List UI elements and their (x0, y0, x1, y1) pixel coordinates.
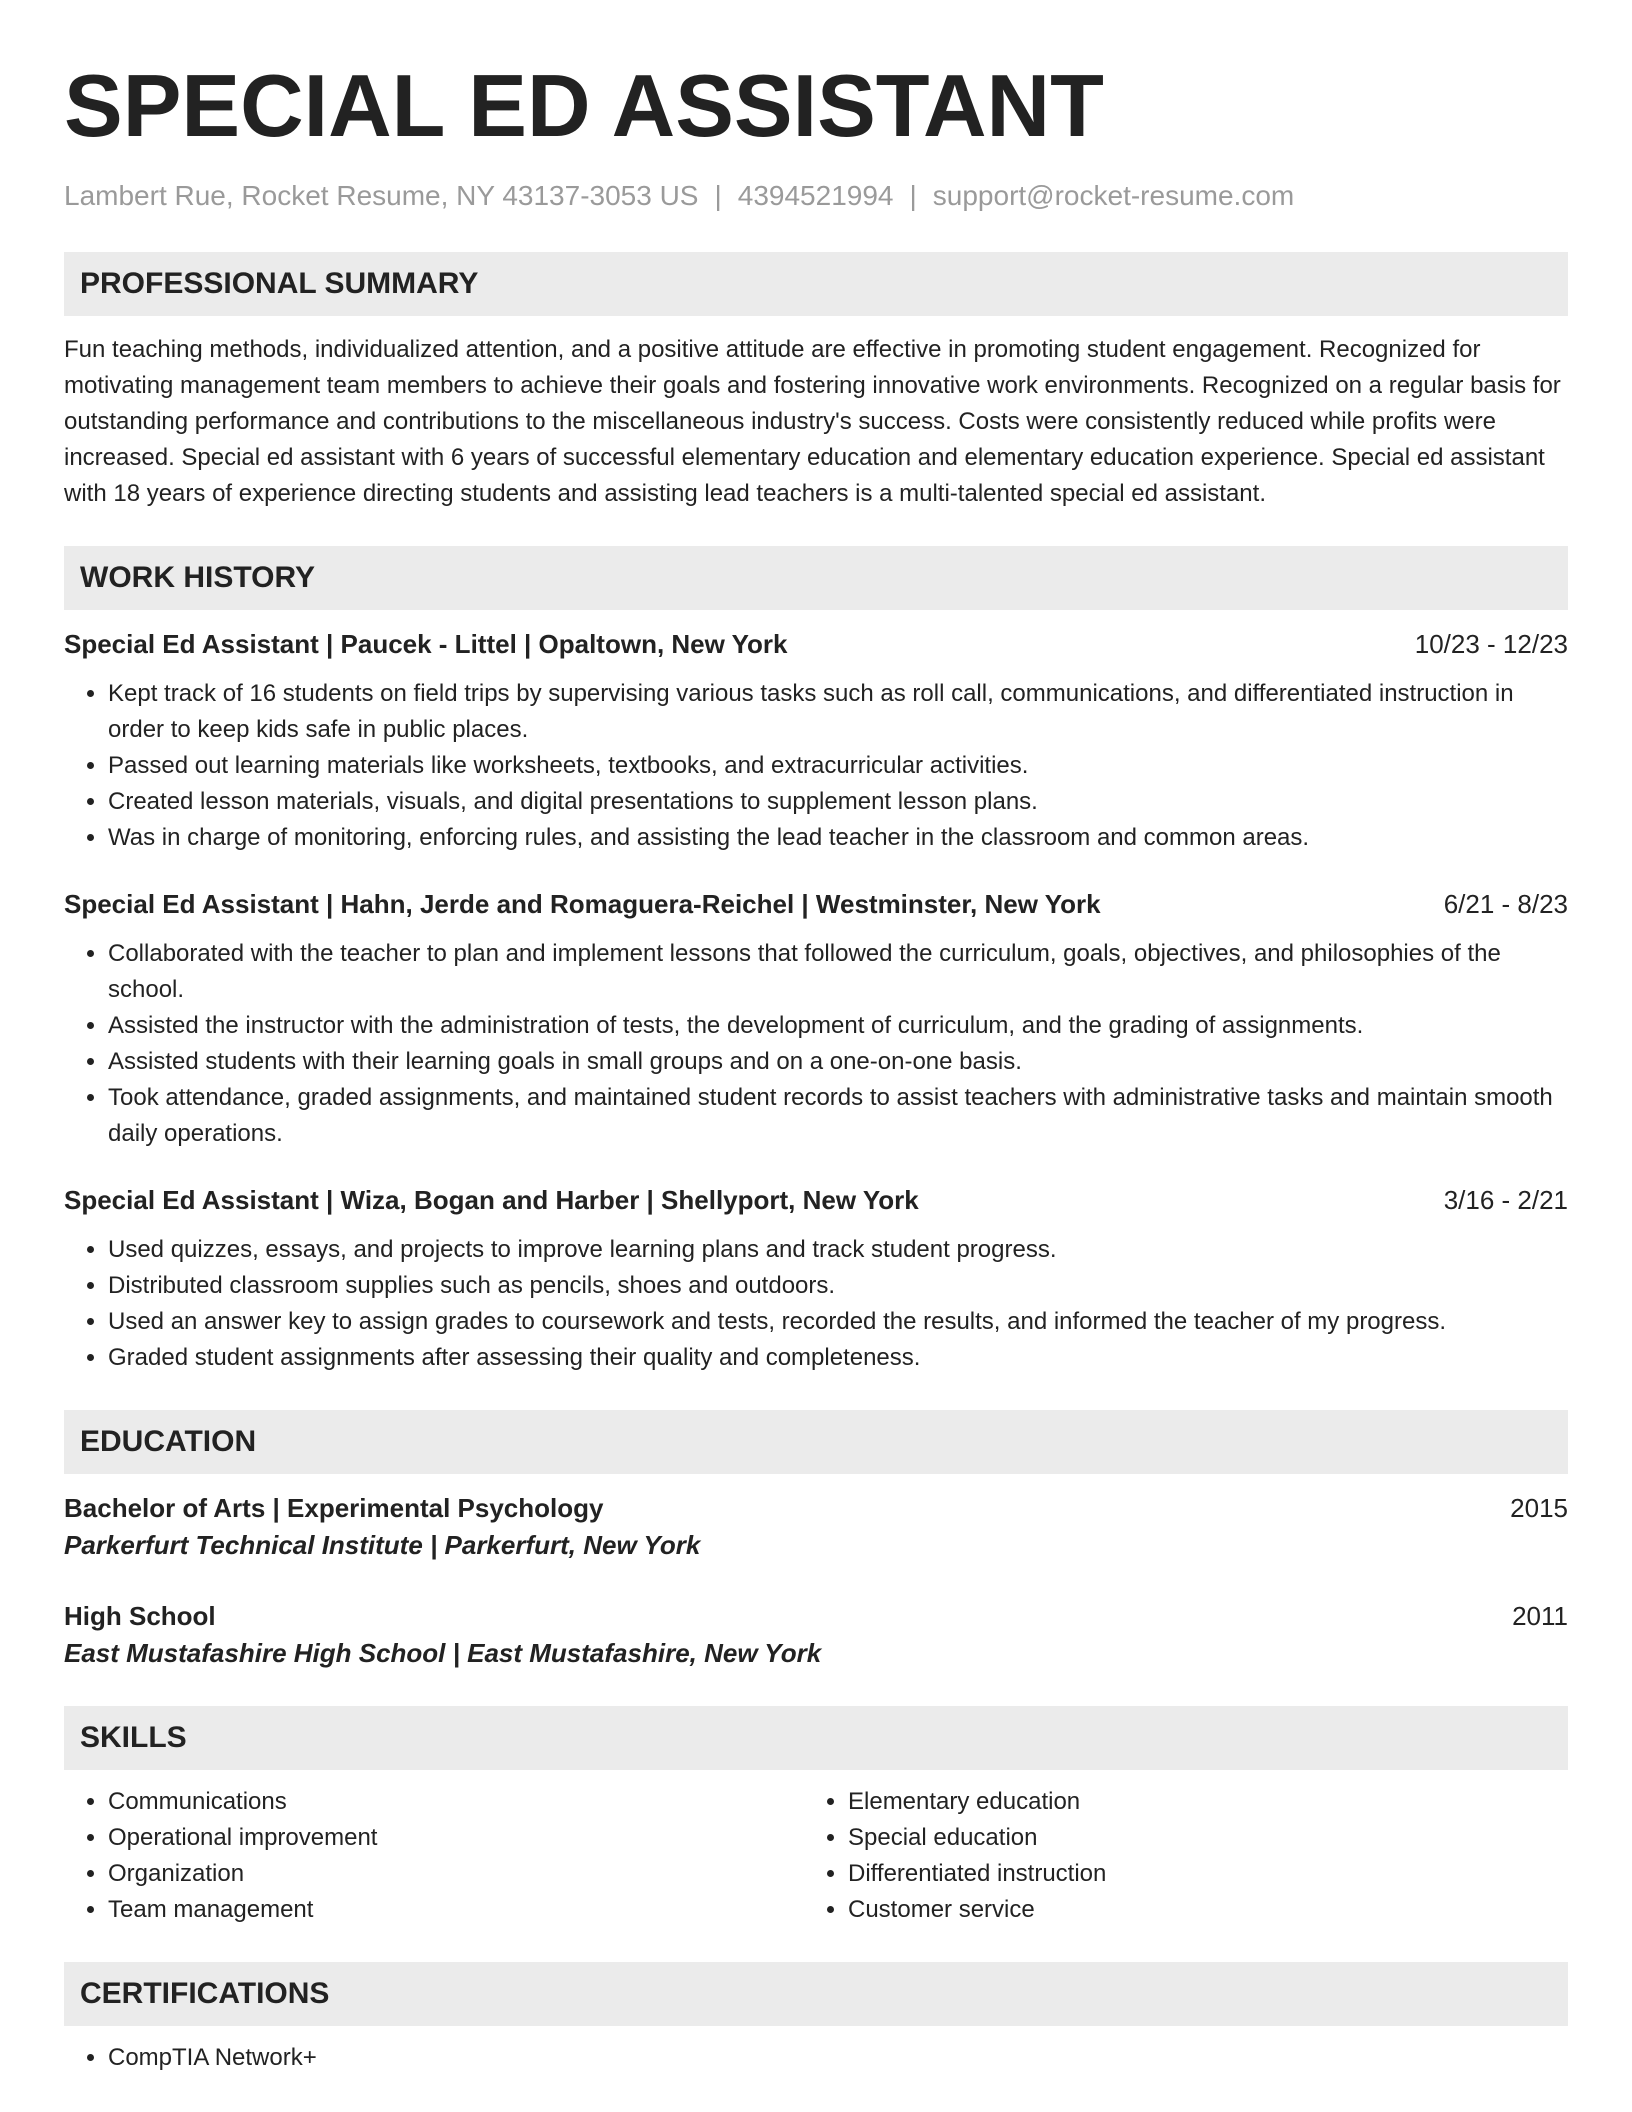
skills-column-left (64, 1784, 804, 1928)
education-header (64, 1598, 1568, 1634)
education-degree: High School (64, 1601, 216, 1631)
skill-item: • Customer service (848, 1892, 1544, 1928)
job-header (64, 1182, 1568, 1218)
job-bullets (64, 936, 1568, 1152)
job-bullet: • Used quizzes, essays, and projects to improve learning plans and track student progress. (108, 1232, 1568, 1268)
certifications-list (64, 2040, 1568, 2076)
education-year: 2015 (1510, 1493, 1568, 1523)
job-bullets (64, 1232, 1568, 1376)
job-header (64, 886, 1568, 922)
skill-item: • Communications (108, 1784, 804, 1820)
work-heading: WORK HISTORY (80, 561, 316, 594)
job-bullet: • Kept track of 16 students on field trips by supervising various tasks such as roll call, communications, and differentiated instruction in order to keep kids safe in public places. (108, 676, 1568, 748)
contact-email[interactable]: support@rocket-resume.com (932, 180, 1295, 211)
job-bullets (64, 676, 1568, 856)
education-section-header (64, 1410, 1568, 1474)
job-entry (64, 886, 1568, 1152)
job-bullet: • Graded student assignments after assessing their quality and completeness. (108, 1340, 1568, 1376)
job-dates: 6/21 - 8/23 (1443, 889, 1568, 919)
certifications-heading: CERTIFICATIONS (80, 1977, 330, 2010)
certification-item: • CompTIA Network+ (108, 2040, 1568, 2076)
skill-item: • Operational improvement (108, 1820, 804, 1856)
contact-address: Lambert Rue, Rocket Resume, NY 43137-3053 US (64, 180, 699, 211)
skills-section-header (64, 1706, 1568, 1770)
job-entry (64, 626, 1568, 856)
contact-phone: 4394521994 (737, 180, 894, 211)
education-entry (64, 1598, 1568, 1672)
job-title: Special Ed Assistant | Hahn, Jerde and Romaguera-Reichel | Westminster, New York (64, 889, 1101, 919)
job-title: Special Ed Assistant | Paucek - Littel | Opaltown, New York (64, 629, 788, 659)
summary-section-header (64, 252, 1568, 316)
skills-heading: SKILLS (80, 1721, 187, 1754)
contact-line (64, 178, 1568, 214)
skill-item: • Elementary education (848, 1784, 1544, 1820)
summary-heading: PROFESSIONAL SUMMARY (80, 267, 479, 300)
resume-title: SPECIAL ED ASSISTANT (64, 56, 1104, 155)
education-degree: Bachelor of Arts | Experimental Psychology (64, 1493, 604, 1523)
job-entry (64, 1182, 1568, 1376)
job-bullet: • Used an answer key to assign grades to coursework and tests, recorded the results, and informed the teacher of my progress. (108, 1304, 1568, 1340)
job-bullet: • Took attendance, graded assignments, and maintained student records to assist teachers with administrative tasks and maintain smooth daily operations. (108, 1080, 1568, 1152)
skills-column-right (804, 1784, 1544, 1928)
skill-item: • Differentiated instruction (848, 1856, 1544, 1892)
skill-item: • Team management (108, 1892, 804, 1928)
job-bullet: • Distributed classroom supplies such as pencils, shoes and outdoors. (108, 1268, 1568, 1304)
job-dates: 10/23 - 12/23 (1414, 629, 1568, 659)
education-heading: EDUCATION (80, 1425, 257, 1458)
education-entry (64, 1490, 1568, 1564)
job-header (64, 626, 1568, 662)
job-bullet: • Collaborated with the teacher to plan and implement lessons that followed the curriculum, goals, objectives, and philosophies of the school. (108, 936, 1568, 1008)
summary-text: Fun teaching methods, individualized attention, and a positive attitude are effective in promoting student engagement. Recognized for motivating management team members to achieve their goals and fostering innovative work environments. Recognized on a regular basis for outstanding performance and contributions to the miscellaneous industry's success. Costs were consistently reduced while profits were increased. Special ed assistant with 6 years of successful elementary education and elementary education experience. Special ed assistant with 18 years of experience directing students and assisting lead teachers is a multi-talented special ed assistant. (64, 336, 1561, 507)
job-bullet: • Passed out learning materials like worksheets, textbooks, and extracurricular activities. (108, 748, 1568, 784)
education-school: Parkerfurt Technical Institute | Parkerfurt, New York (64, 1530, 701, 1560)
job-dates: 3/16 - 2/21 (1443, 1185, 1568, 1215)
job-bullet: • Assisted students with their learning goals in small groups and on a one-on-one basis. (108, 1044, 1568, 1080)
contact-separator: | (714, 180, 722, 211)
education-year: 2011 (1512, 1601, 1568, 1631)
contact-separator: | (909, 180, 917, 211)
skill-item: • Organization (108, 1856, 804, 1892)
education-header (64, 1490, 1568, 1526)
skills-grid (64, 1784, 1568, 1928)
work-section-header (64, 546, 1568, 610)
education-school: East Mustafashire High School | East Mustafashire, New York (64, 1638, 822, 1668)
job-bullet: • Assisted the instructor with the administration of tests, the development of curriculum, and the grading of assignments. (108, 1008, 1568, 1044)
skill-item: • Special education (848, 1820, 1544, 1856)
job-bullet: • Created lesson materials, visuals, and digital presentations to supplement lesson plans. (108, 784, 1568, 820)
certifications-section-header (64, 1962, 1568, 2026)
job-title: Special Ed Assistant | Wiza, Bogan and Harber | Shellyport, New York (64, 1185, 919, 1215)
job-bullet: • Was in charge of monitoring, enforcing rules, and assisting the lead teacher in the classroom and common areas. (108, 820, 1568, 856)
